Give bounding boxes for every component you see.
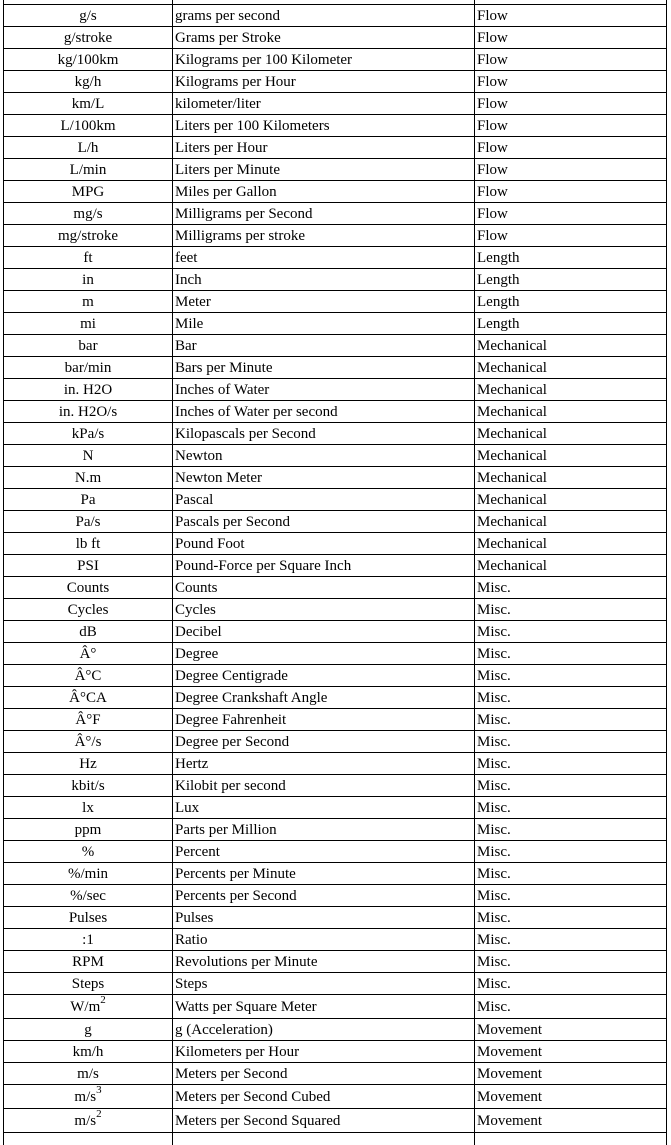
table-row — [4, 1041, 667, 1063]
table-row — [4, 93, 667, 115]
unit-abbreviation: lx — [4, 797, 173, 819]
unit-category: Mechanical — [475, 423, 667, 445]
unit-abbreviation: g/stroke — [4, 27, 173, 49]
table-row — [4, 291, 667, 313]
table-row — [4, 489, 667, 511]
unit-category: Mechanical — [475, 467, 667, 489]
unit-name: Inches of Water — [173, 379, 475, 401]
unit-abbreviation: Hz — [4, 753, 173, 775]
unit-abbreviation: %/sec — [4, 885, 173, 907]
unit-abbreviation: kg/h — [4, 71, 173, 93]
unit-abbreviation: % — [4, 841, 173, 863]
unit-abbreviation: dB — [4, 621, 173, 643]
unit-category: Misc. — [475, 709, 667, 731]
unit-category: Mechanical — [475, 335, 667, 357]
unit-category: Flow — [475, 93, 667, 115]
table-row — [4, 863, 667, 885]
unit-category: Misc. — [475, 577, 667, 599]
unit-name: Inch — [173, 269, 475, 291]
unit-name: Meters per Second Cubed — [173, 1085, 475, 1109]
unit-name: Pulses — [173, 907, 475, 929]
unit-name: Liters per Hour — [173, 137, 475, 159]
unit-category: Misc. — [475, 973, 667, 995]
unit-abbreviation: kPa/s — [4, 423, 173, 445]
unit-name: Kilometers per Hour — [173, 1041, 475, 1063]
unit-name: Meters per Second Squared — [173, 1109, 475, 1133]
unit-abbreviation — [4, 1133, 173, 1145]
unit-category: Flow — [475, 203, 667, 225]
table-row — [4, 533, 667, 555]
unit-category: Mechanical — [475, 555, 667, 577]
table-row — [4, 907, 667, 929]
unit-abbreviation: ppm — [4, 819, 173, 841]
unit-name: Percent — [173, 841, 475, 863]
unit-name — [173, 1133, 475, 1145]
unit-exponent: 3 — [96, 1085, 102, 1096]
unit-abbreviation: Â°/s — [4, 731, 173, 753]
unit-category — [475, 1133, 667, 1145]
table-row — [4, 203, 667, 225]
table-row — [4, 335, 667, 357]
table-row — [4, 247, 667, 269]
unit-abbreviation: $m/s^3$ — [4, 1085, 173, 1109]
table-row — [4, 599, 667, 621]
unit-category: Length — [475, 247, 667, 269]
unit-category: Flow — [475, 225, 667, 247]
table-row — [4, 687, 667, 709]
unit-name: Revolutions per Minute — [173, 951, 475, 973]
unit-exponent: 2 — [96, 1109, 102, 1120]
unit-name: Degree Centigrade — [173, 665, 475, 687]
table-row — [4, 379, 667, 401]
unit-name: Mile — [173, 313, 475, 335]
unit-abbreviation: PSI — [4, 555, 173, 577]
unit-category: Mechanical — [475, 379, 667, 401]
table-row — [4, 115, 667, 137]
unit-name: Liters per Minute — [173, 159, 475, 181]
table-row — [4, 709, 667, 731]
unit-abbreviation: L/h — [4, 137, 173, 159]
unit-category: Mechanical — [475, 489, 667, 511]
unit-category: Misc. — [475, 951, 667, 973]
unit-category: Misc. — [475, 753, 667, 775]
table-row — [4, 577, 667, 599]
unit-abbreviation: m/s — [4, 1063, 173, 1085]
unit-name: Degree per Second — [173, 731, 475, 753]
unit-abbreviation: L/100km — [4, 115, 173, 137]
unit-abbreviation: in. H2O/s — [4, 401, 173, 423]
unit-abbreviation: bar/min — [4, 357, 173, 379]
unit-category: Misc. — [475, 621, 667, 643]
unit-abbreviation: kg/100km — [4, 49, 173, 71]
table-row — [4, 5, 667, 27]
table-row — [4, 731, 667, 753]
unit-abbreviation: mg/s — [4, 203, 173, 225]
unit-name: Pound-Force per Square Inch — [173, 555, 475, 577]
unit-category: Movement — [475, 1109, 667, 1133]
unit-abbreviation: lb ft — [4, 533, 173, 555]
unit-abbreviation: bar — [4, 335, 173, 357]
unit-category: Flow — [475, 115, 667, 137]
table-row — [4, 423, 667, 445]
unit-abbreviation: ft — [4, 247, 173, 269]
unit-abbreviation: kbit/s — [4, 775, 173, 797]
unit-name: Pound Foot — [173, 533, 475, 555]
unit-category: Flow — [475, 181, 667, 203]
table-row — [4, 885, 667, 907]
unit-name: Bars per Minute — [173, 357, 475, 379]
unit-abbreviation: Counts — [4, 577, 173, 599]
unit-name: Counts — [173, 577, 475, 599]
unit-name: Hertz — [173, 753, 475, 775]
unit-category: Mechanical — [475, 445, 667, 467]
table-row — [4, 555, 667, 577]
unit-category: Flow — [475, 159, 667, 181]
table-row — [4, 643, 667, 665]
table-row — [4, 467, 667, 489]
unit-name: Kilobit per second — [173, 775, 475, 797]
unit-category: Misc. — [475, 599, 667, 621]
unit-name: Meters per Second — [173, 1063, 475, 1085]
unit-category: Movement — [475, 1041, 667, 1063]
unit-abbreviation: Cycles — [4, 599, 173, 621]
unit-category: Misc. — [475, 885, 667, 907]
unit-category: Mechanical — [475, 357, 667, 379]
unit-abbreviation: RPM — [4, 951, 173, 973]
table-row — [4, 775, 667, 797]
table-row — [4, 445, 667, 467]
unit-abbreviation: km/L — [4, 93, 173, 115]
table-row — [4, 159, 667, 181]
unit-category: Misc. — [475, 841, 667, 863]
unit-abbreviation: Â° — [4, 643, 173, 665]
table-row — [4, 137, 667, 159]
unit-name: Parts per Million — [173, 819, 475, 841]
unit-name: feet — [173, 247, 475, 269]
table-row — [4, 973, 667, 995]
table-row — [4, 511, 667, 533]
unit-category: Flow — [475, 71, 667, 93]
unit-abbreviation: Â°CA — [4, 687, 173, 709]
table-row — [4, 181, 667, 203]
unit-abbreviation: Pa/s — [4, 511, 173, 533]
unit-category: Movement — [475, 1063, 667, 1085]
table-row — [4, 49, 667, 71]
unit-category: Flow — [475, 137, 667, 159]
unit-abbreviation: m — [4, 291, 173, 313]
unit-category: Movement — [475, 1085, 667, 1109]
unit-name: Milligrams per stroke — [173, 225, 475, 247]
unit-name: Degree Fahrenheit — [173, 709, 475, 731]
unit-name: Miles per Gallon — [173, 181, 475, 203]
unit-name: Bar — [173, 335, 475, 357]
unit-category: Misc. — [475, 995, 667, 1019]
unit-name: Milligrams per Second — [173, 203, 475, 225]
unit-name: Cycles — [173, 599, 475, 621]
unit-abbreviation: Â°C — [4, 665, 173, 687]
units-table — [3, 0, 667, 1145]
unit-abbreviation: mg/stroke — [4, 225, 173, 247]
unit-name: grams per second — [173, 5, 475, 27]
table-row — [4, 929, 667, 951]
unit-abbreviation: MPG — [4, 181, 173, 203]
unit-name: kilometer/liter — [173, 93, 475, 115]
unit-name: Kilograms per 100 Kilometer — [173, 49, 475, 71]
unit-name: Steps — [173, 973, 475, 995]
unit-name: Watts per Square Meter — [173, 995, 475, 1019]
unit-abbreviation: :1 — [4, 929, 173, 951]
unit-name: Degree — [173, 643, 475, 665]
unit-category: Misc. — [475, 665, 667, 687]
unit-category: Mechanical — [475, 401, 667, 423]
unit-name: Ratio — [173, 929, 475, 951]
units-table-body — [4, 0, 667, 1145]
table-row — [4, 621, 667, 643]
table-row — [4, 1063, 667, 1085]
table-row — [4, 753, 667, 775]
table-row — [4, 357, 667, 379]
unit-name: Meter — [173, 291, 475, 313]
unit-category: Misc. — [475, 863, 667, 885]
unit-abbreviation: %/min — [4, 863, 173, 885]
unit-abbreviation: g/s — [4, 5, 173, 27]
unit-name: Liters per 100 Kilometers — [173, 115, 475, 137]
unit-name: Decibel — [173, 621, 475, 643]
unit-name: Pascals per Second — [173, 511, 475, 533]
unit-abbreviation: Â°F — [4, 709, 173, 731]
table-row — [4, 1109, 667, 1133]
table-row — [4, 797, 667, 819]
unit-abbreviation: km/h — [4, 1041, 173, 1063]
unit-category: Flow — [475, 49, 667, 71]
unit-abbreviation: mi — [4, 313, 173, 335]
unit-name: Inches of Water per second — [173, 401, 475, 423]
table-row — [4, 841, 667, 863]
unit-category: Misc. — [475, 643, 667, 665]
unit-abbreviation: $W/m^2$ — [4, 995, 173, 1019]
table-row — [4, 951, 667, 973]
unit-name: Pascal — [173, 489, 475, 511]
unit-category: Misc. — [475, 929, 667, 951]
unit-name: Newton — [173, 445, 475, 467]
table-row — [4, 225, 667, 247]
table-row — [4, 1085, 667, 1109]
unit-category: Length — [475, 313, 667, 335]
unit-abbreviation: Pa — [4, 489, 173, 511]
unit-name: Kilograms per Hour — [173, 71, 475, 93]
unit-name: Percents per Second — [173, 885, 475, 907]
table-row — [4, 1133, 667, 1145]
unit-exponent: 2 — [100, 995, 106, 1006]
unit-name: Newton Meter — [173, 467, 475, 489]
unit-category: Misc. — [475, 731, 667, 753]
unit-abbreviation: in — [4, 269, 173, 291]
table-row — [4, 269, 667, 291]
unit-abbreviation: N.m — [4, 467, 173, 489]
unit-name: g (Acceleration) — [173, 1019, 475, 1041]
unit-category: Flow — [475, 27, 667, 49]
unit-abbreviation: g — [4, 1019, 173, 1041]
unit-category: Misc. — [475, 687, 667, 709]
unit-category: Mechanical — [475, 533, 667, 555]
unit-category: Misc. — [475, 907, 667, 929]
unit-category: Movement — [475, 1019, 667, 1041]
unit-category: Flow — [475, 5, 667, 27]
unit-abbreviation: $m/s^2$ — [4, 1109, 173, 1133]
unit-name: Percents per Minute — [173, 863, 475, 885]
table-row — [4, 665, 667, 687]
table-row — [4, 995, 667, 1019]
unit-category: Misc. — [475, 797, 667, 819]
unit-name: Degree Crankshaft Angle — [173, 687, 475, 709]
unit-category: Misc. — [475, 819, 667, 841]
unit-abbreviation: L/min — [4, 159, 173, 181]
unit-abbreviation: in. H2O — [4, 379, 173, 401]
unit-category: Misc. — [475, 775, 667, 797]
unit-category: Length — [475, 269, 667, 291]
unit-category: Mechanical — [475, 511, 667, 533]
table-row — [4, 1019, 667, 1041]
unit-name: Lux — [173, 797, 475, 819]
unit-abbreviation: Steps — [4, 973, 173, 995]
table-row — [4, 401, 667, 423]
unit-name: Grams per Stroke — [173, 27, 475, 49]
unit-abbreviation: N — [4, 445, 173, 467]
table-row — [4, 819, 667, 841]
table-row — [4, 27, 667, 49]
unit-category: Length — [475, 291, 667, 313]
table-row — [4, 71, 667, 93]
table-row — [4, 313, 667, 335]
unit-name: Kilopascals per Second — [173, 423, 475, 445]
unit-abbreviation: Pulses — [4, 907, 173, 929]
